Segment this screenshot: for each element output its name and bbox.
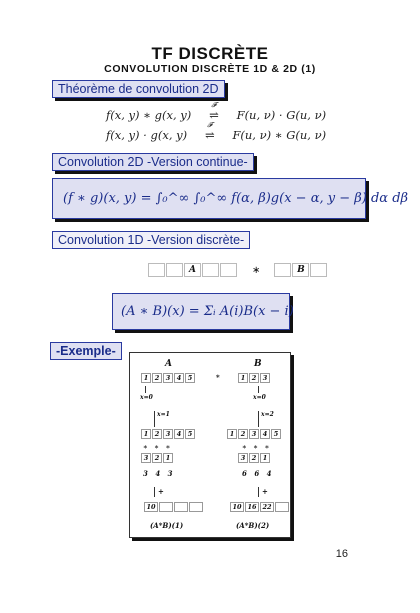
b-shift-tick: [258, 386, 259, 393]
array-b-cell: [310, 263, 327, 277]
left-result-cell: [174, 502, 188, 512]
section-example-heading: -Exemple-: [50, 342, 122, 360]
right-products: 6 6 4: [242, 469, 272, 478]
array-b-cell: [274, 263, 291, 277]
equation-2-left: f(x, y) · g(x, y): [106, 128, 188, 142]
left-caption: (A*B)(1): [150, 521, 184, 530]
transform-symbol-1: 𝓕: [211, 101, 217, 109]
left-top-cell: 3: [163, 429, 173, 439]
discrete-formula: (A ∗ B)(x) = Σᵢ A(i)B(x − i): [121, 304, 294, 319]
continuous-formula: (f ∗ g)(x, y) = ∫₀^∞ ∫₀^∞ f(α, β)g(x − α, y − β) dα dβ: [63, 191, 409, 206]
right-mid-array: [238, 453, 271, 463]
array-b: [274, 263, 328, 277]
array-a-cell: [166, 263, 183, 277]
a-cell: 3: [163, 373, 173, 383]
transform-symbol-2: 𝓕: [207, 121, 213, 129]
array-a: [148, 263, 238, 277]
left-top-cell: 5: [185, 429, 195, 439]
right-shift-label: x=2: [261, 411, 274, 418]
transform-arrow-1: 𝓕 ⇌: [203, 108, 225, 122]
right-result-cell: 10: [230, 502, 244, 512]
a-cell: 4: [174, 373, 184, 383]
discrete-arrays-row: [148, 263, 328, 277]
a-shift-label: x=0: [140, 394, 153, 401]
section-continuous-heading: Convolution 2D -Version continue-: [52, 153, 254, 171]
page-title: TF DISCRÈTE: [151, 44, 269, 63]
array-a-label: A: [184, 263, 201, 277]
right-top-cell: 1: [227, 429, 237, 439]
equation-2-right: F(u, ν) ∗ G(u, ν): [232, 128, 327, 142]
b-shift-label: x=0: [253, 394, 266, 401]
left-plus: +: [158, 487, 164, 496]
left-top-cell: 2: [152, 429, 162, 439]
right-top-array: [227, 429, 282, 439]
left-result-cell: 10: [144, 502, 158, 512]
continuous-formula-box: [52, 178, 409, 219]
example-b-array: [238, 373, 271, 383]
b-cell: 3: [260, 373, 270, 383]
b-cell: 1: [238, 373, 248, 383]
right-top-cell: 4: [260, 429, 270, 439]
equation-1-right: F(u, ν) · G(u, ν): [236, 108, 327, 122]
left-mult-marks: ∗ ∗ ∗: [143, 442, 171, 451]
array-a-cell: [220, 263, 237, 277]
right-caption: (A*B)(2): [236, 521, 270, 530]
left-result-cell: [159, 502, 173, 512]
array-a-cell: [148, 263, 165, 277]
section-discrete-heading: Convolution 1D -Version discrète-: [52, 231, 250, 249]
left-top-array: [141, 429, 196, 439]
page-subtitle: CONVOLUTION DISCRÈTE 1D & 2D (1): [104, 63, 316, 75]
b-cell: 2: [249, 373, 259, 383]
example-b-header: B: [254, 359, 262, 369]
left-products: 3 4 3: [143, 469, 173, 478]
left-plus-tick: [154, 487, 155, 497]
right-mid-cell: 1: [260, 453, 270, 463]
a-cell: 5: [185, 373, 195, 383]
left-top-cell: 4: [174, 429, 184, 439]
right-mid-cell: 2: [249, 453, 259, 463]
left-mid-array: [141, 453, 174, 463]
right-mult-marks: ∗ ∗ ∗: [242, 442, 270, 451]
right-top-cell: 5: [271, 429, 281, 439]
right-result-array: [230, 502, 290, 512]
left-result-array: [144, 502, 204, 512]
a-cell: 2: [152, 373, 162, 383]
left-shift-label: x=1: [157, 411, 170, 418]
a-shift-tick: [145, 386, 146, 393]
example-a-header: A: [165, 359, 172, 369]
right-mid-cell: 3: [238, 453, 248, 463]
convolution-operator: ∗: [252, 264, 261, 276]
right-shift-tick: [258, 411, 259, 427]
discrete-formula-box: [112, 293, 294, 330]
left-result-cell: [189, 502, 203, 512]
a-cell: 1: [141, 373, 151, 383]
left-mid-cell: 2: [152, 453, 162, 463]
right-result-cell: 22: [260, 502, 274, 512]
example-a-array: [141, 373, 196, 383]
right-top-cell: 2: [238, 429, 248, 439]
transform-arrow-2: 𝓕 ⇌: [199, 128, 221, 142]
equation-line-1: [106, 101, 327, 122]
example-star: *: [216, 373, 220, 382]
right-top-cell: 3: [249, 429, 259, 439]
left-mid-cell: 1: [163, 453, 173, 463]
equation-line-2: [106, 121, 327, 142]
right-plus-tick: [258, 487, 259, 497]
left-mid-cell: 3: [141, 453, 151, 463]
left-top-cell: 1: [141, 429, 151, 439]
example-panel: [129, 352, 291, 538]
right-plus: +: [262, 487, 268, 496]
page-number: 16: [335, 548, 348, 560]
section-theorem-heading: Théorème de convolution 2D: [52, 80, 225, 98]
right-result-cell: 16: [245, 502, 259, 512]
left-shift-tick: [154, 411, 155, 427]
array-a-cell: [202, 263, 219, 277]
right-result-cell: [275, 502, 289, 512]
equation-1-left: f(x, y) ∗ g(x, y): [106, 108, 192, 122]
array-b-label: B: [292, 263, 309, 277]
